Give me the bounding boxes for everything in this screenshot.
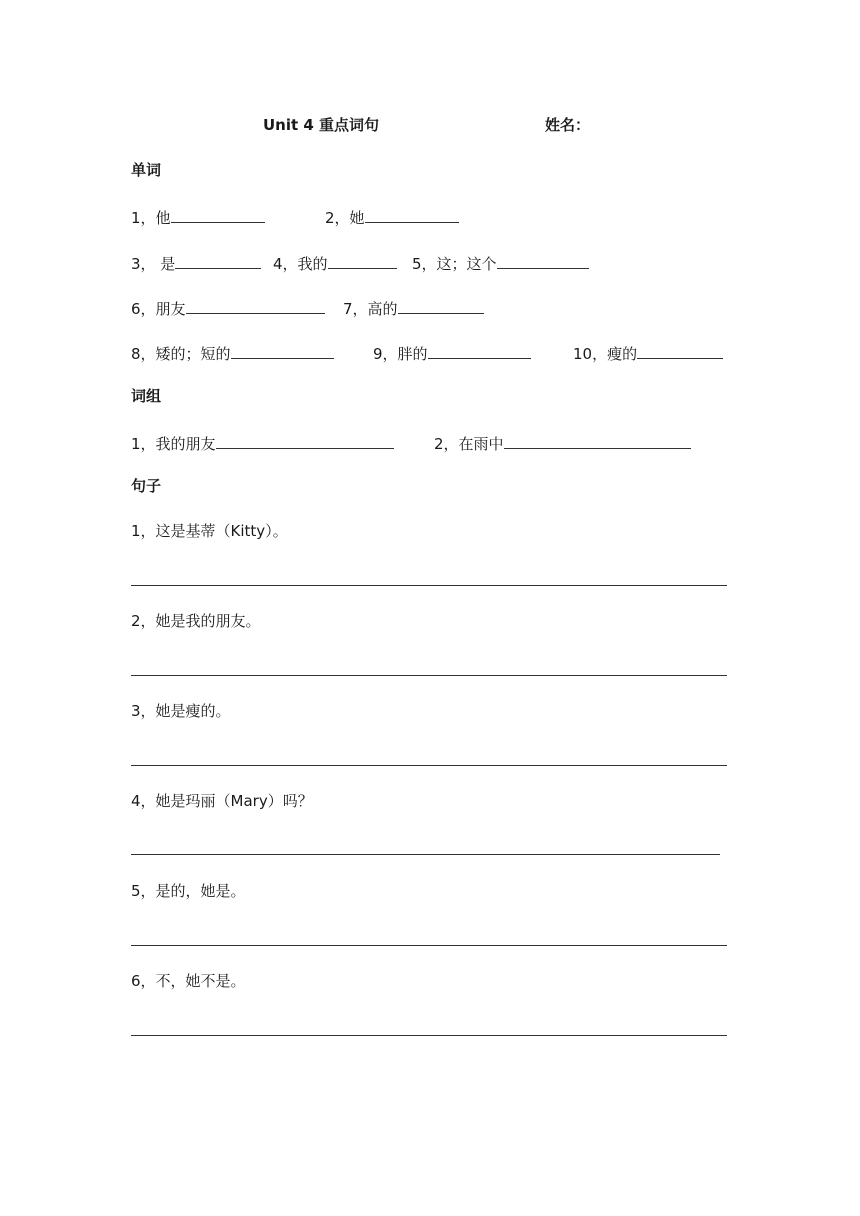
word-label: 10，瘦的 xyxy=(573,345,638,363)
phrase-label: 1，我的朋友 xyxy=(131,435,216,453)
word-item xyxy=(573,344,723,362)
word-label: 5，这；这个 xyxy=(412,255,497,273)
phrase-item xyxy=(434,434,691,452)
word-label: 3， 是 xyxy=(131,255,176,273)
word-label: 6，朋友 xyxy=(131,300,186,318)
word-label: 7，高的 xyxy=(343,300,398,318)
name-label: 姓名： xyxy=(545,116,591,134)
answer-blank[interactable] xyxy=(328,254,397,269)
answer-blank[interactable] xyxy=(428,344,531,359)
answer-line[interactable] xyxy=(131,854,720,855)
section-heading-sentences: 句子 xyxy=(131,477,162,495)
sentence-prompt: 6，不，她不是。 xyxy=(131,972,246,990)
answer-blank[interactable] xyxy=(497,254,589,269)
answer-line[interactable] xyxy=(131,675,727,676)
word-label: 1，他 xyxy=(131,209,171,227)
answer-blank[interactable] xyxy=(216,434,394,449)
section-heading-phrases: 词组 xyxy=(131,387,162,405)
sentence-prompt: 2，她是我的朋友。 xyxy=(131,612,261,630)
word-item xyxy=(131,344,334,362)
sentence-prompt: 4，她是玛丽（Mary）吗？ xyxy=(131,792,313,810)
section-heading-words: 单词 xyxy=(131,161,162,179)
answer-blank[interactable] xyxy=(398,299,484,314)
answer-blank[interactable] xyxy=(504,434,691,449)
answer-blank[interactable] xyxy=(186,299,325,314)
word-item xyxy=(325,208,459,226)
word-item xyxy=(273,254,397,272)
worksheet-title: Unit 4 重点词句 xyxy=(263,116,380,134)
answer-line[interactable] xyxy=(131,945,727,946)
sentence-prompt: 3，她是瘦的。 xyxy=(131,702,231,720)
word-label: 9，胖的 xyxy=(373,345,428,363)
sentence-prompt: 1，这是基蒂（Kitty）。 xyxy=(131,522,288,540)
word-item xyxy=(373,344,531,362)
phrase-item xyxy=(131,434,394,452)
answer-blank[interactable] xyxy=(637,344,723,359)
answer-line[interactable] xyxy=(131,765,727,766)
word-item xyxy=(131,208,265,226)
phrase-label: 2，在雨中 xyxy=(434,435,504,453)
word-item xyxy=(131,254,261,272)
answer-blank[interactable] xyxy=(365,208,459,223)
word-item xyxy=(343,299,484,317)
word-label: 8，矮的；短的 xyxy=(131,345,231,363)
answer-blank[interactable] xyxy=(175,254,261,269)
answer-line[interactable] xyxy=(131,1035,727,1036)
word-item xyxy=(412,254,589,272)
answer-line[interactable] xyxy=(131,585,727,586)
answer-blank[interactable] xyxy=(231,344,334,359)
word-label: 4，我的 xyxy=(273,255,328,273)
word-item xyxy=(131,299,325,317)
answer-blank[interactable] xyxy=(171,208,265,223)
word-label: 2，她 xyxy=(325,209,365,227)
sentence-prompt: 5，是的，她是。 xyxy=(131,882,246,900)
